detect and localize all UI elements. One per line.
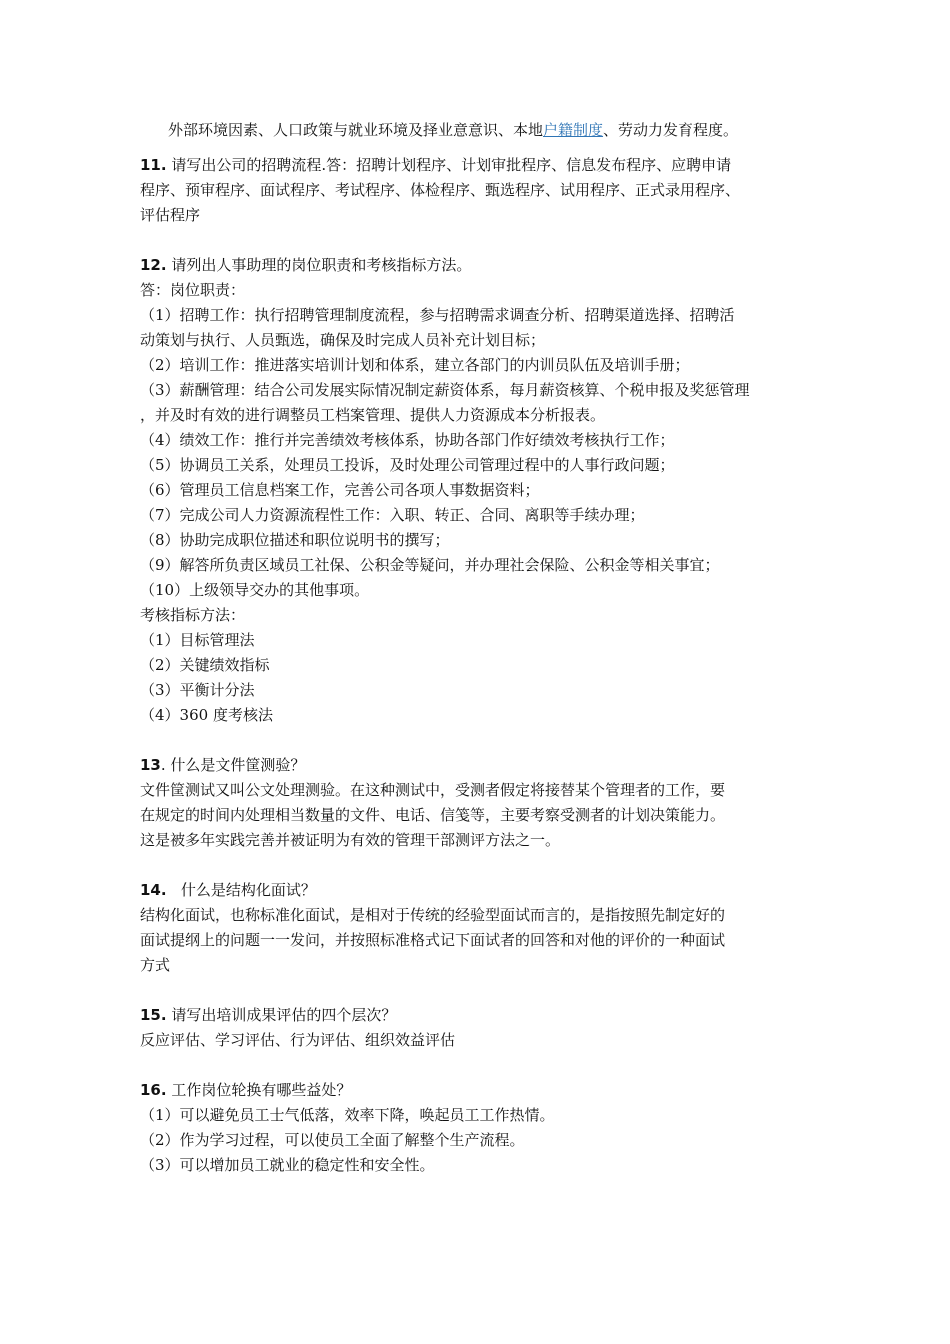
answer-line: （1）招聘工作：执行招聘管理制度流程，参与招聘需求调查分析、招聘渠道选择、招聘活: [140, 306, 735, 324]
answer-line: （8）协助完成职位描述和职位说明书的撰写；: [140, 531, 450, 549]
question-title: 工作岗位轮换有哪些益处？: [171, 1081, 352, 1099]
intro-text-end: 、劳动力发育程度。: [603, 121, 739, 139]
question-number: 12.: [140, 256, 167, 274]
question-11: [140, 153, 815, 178]
document-body: [140, 118, 815, 1178]
answer-line: （2）培训工作：推进落实培训计划和体系，建立各部门的内训员队伍及培训手册；: [140, 356, 690, 374]
answer-line: （3）薪酬管理：结合公司发展实际情况制定薪资体系，每月薪资核算、个税申报及奖惩管理: [140, 381, 750, 399]
answer-line: （9）解答所负责区域员工社保、公积金等疑问，并办理社会保险、公积金等相关事宜；: [140, 556, 720, 574]
question-number: 16.: [140, 1081, 167, 1099]
question-13: [140, 753, 815, 778]
answer-line: 程序、预审程序、面试程序、考试程序、体检程序、甄选程序、试用程序、正式录用程序、: [140, 181, 741, 199]
answer-line: （6）管理员工信息档案工作，完善公司各项人事数据资料；: [140, 481, 540, 499]
question-15: [140, 1003, 815, 1028]
answer-line: （4）绩效工作：推行并完善绩效考核体系，协助各部门作好绩效考核执行工作；: [140, 431, 675, 449]
answer-line: 反应评估、学习评估、行为评估、组织效益评估: [140, 1031, 456, 1049]
answer-line: 评估程序: [140, 206, 201, 224]
answer-line: 考核指标方法：: [140, 606, 246, 624]
question-title: . 什么是文件筐测验？: [160, 756, 306, 774]
answer-line: ，并及时有效的进行调整员工档案管理、提供人力资源成本分析报表。: [140, 406, 606, 424]
question-number: 14.: [140, 881, 167, 899]
question-12: [140, 253, 815, 278]
answer-line: 文件筐测试又叫公文处理测验。在这种测试中，受测者假定将接替某个管理者的工作，要: [140, 781, 726, 799]
answer-line: 方式: [140, 956, 171, 974]
household-registration-link[interactable]: 户籍制度: [543, 121, 604, 139]
intro-text: 外部环境因素、人口政策与就业环境及择业意意识、本地: [168, 121, 544, 139]
question-text: 请写出公司的招聘流程.答：招聘计划程序、计划审批程序、信息发布程序、应聘申请: [171, 156, 732, 174]
question-14: [140, 878, 815, 903]
answer-line: 动策划与执行、人员甄选，确保及时完成人员补充计划目标；: [140, 331, 546, 349]
question-title: 什么是结构化面试？: [180, 881, 316, 899]
question-number: 13: [140, 756, 161, 774]
answer-line: （2）关键绩效指标: [140, 656, 270, 674]
answer-line: （1）目标管理法: [140, 631, 255, 649]
intro-paragraph: [140, 118, 815, 143]
answer-line: 面试提纲上的问题一一发问，并按照标准格式记下面试者的回答和对他的评价的一种面试: [140, 931, 726, 949]
answer-line: （7）完成公司人力资源流程性工作：入职、转正、合同、离职等手续办理；: [140, 506, 645, 524]
answer-line: （2）作为学习过程，可以使员工全面了解整个生产流程。: [140, 1131, 525, 1149]
answer-line: （4）360 度考核法: [140, 706, 273, 724]
answer-line: （5）协调员工关系，处理员工投诉，及时处理公司管理过程中的人事行政问题；: [140, 456, 675, 474]
question-16: [140, 1078, 815, 1103]
question-number: 11.: [140, 156, 167, 174]
answer-line: 这是被多年实践完善并被证明为有效的管理干部测评方法之一。: [140, 831, 561, 849]
question-number: 15.: [140, 1006, 167, 1024]
answer-line: 答：岗位职责：: [140, 281, 246, 299]
answer-line: （1）可以避免员工士气低落，效率下降，唤起员工工作热情。: [140, 1106, 555, 1124]
answer-line: （3）平衡计分法: [140, 681, 255, 699]
answer-line: 结构化面试，也称标准化面试，是相对于传统的经验型面试而言的，是指按照先制定好的: [140, 906, 726, 924]
question-title: 请写出培训成果评估的四个层次？: [171, 1006, 397, 1024]
answer-line: （3）可以增加员工就业的稳定性和安全性。: [140, 1156, 435, 1174]
answer-line: 在规定的时间内处理相当数量的文件、电话、信笺等，主要考察受测者的计划决策能力。: [140, 806, 726, 824]
question-title: 请列出人事助理的岗位职责和考核指标方法。: [171, 256, 472, 274]
answer-line: （10）上级领导交办的其他事项。: [140, 581, 370, 599]
